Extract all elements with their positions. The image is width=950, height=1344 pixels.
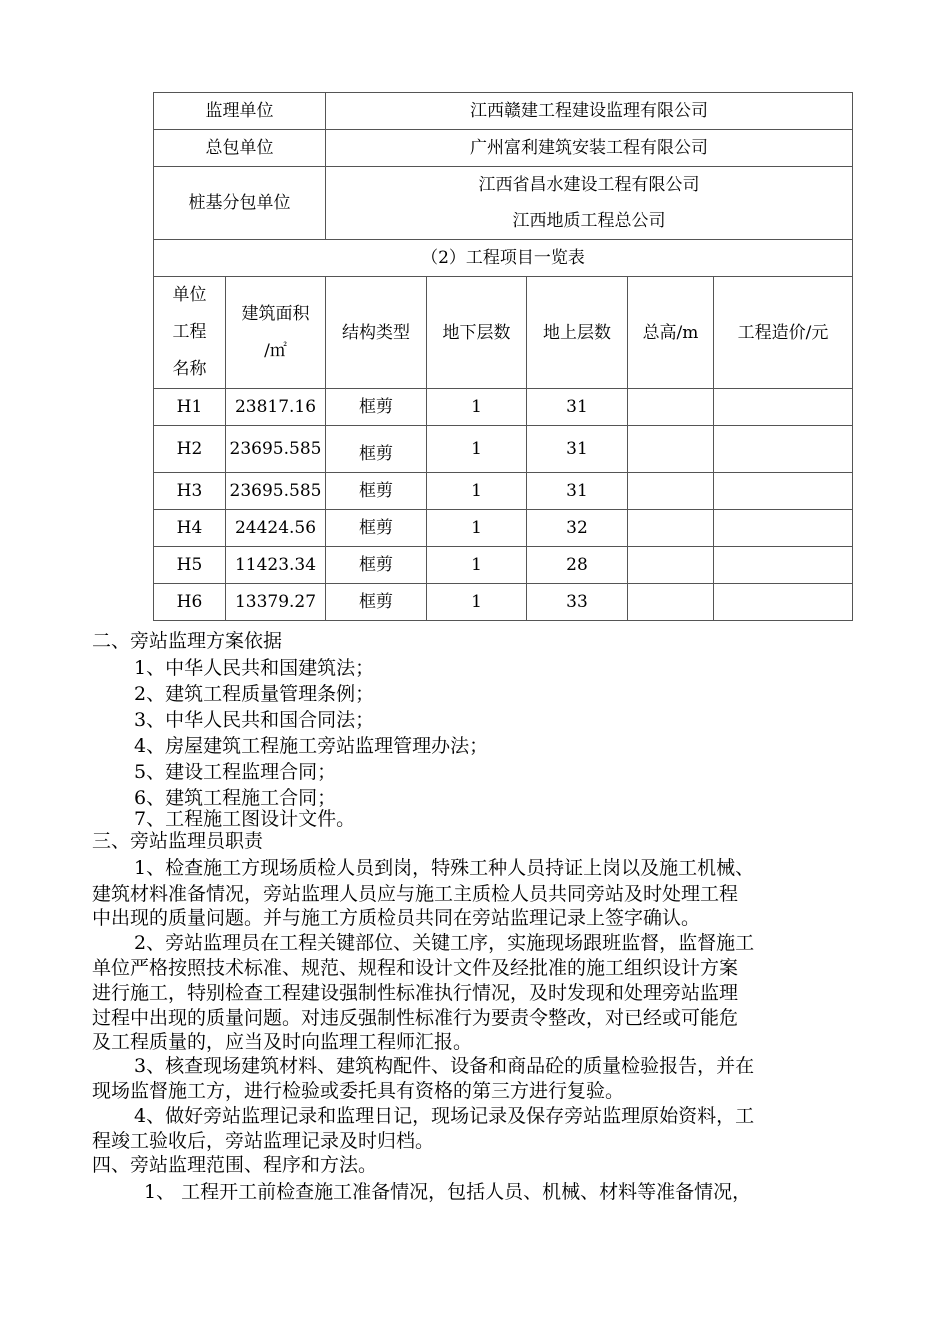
- document-body: [92, 0, 872, 1344]
- table-row: H5 11423.34 框剪 1 28: [154, 547, 853, 584]
- paragraph-line: 中出现的质量问题。并与施工方质检员共同在旁站监理记录上签字确认。: [92, 907, 701, 929]
- header-unit-name: 单位 工程 名称: [154, 277, 226, 389]
- header-area: 建筑面积 /㎡: [226, 277, 326, 389]
- project-table-title: （2）工程项目一览表: [154, 240, 853, 277]
- section3-heading: 三、旁站监理员职责: [92, 830, 264, 852]
- table-row: H3 23695.585 框剪 1 31: [154, 473, 853, 510]
- supervision-unit-label: 监理单位: [154, 93, 326, 130]
- pile-subcontractor-2: 江西地质工程总公司: [512, 211, 666, 231]
- table-row: H6 13379.27 框剪 1 33: [154, 584, 853, 621]
- paragraph-line: 3、核查现场建筑材料、建筑构配件、设备和商品砼的质量检验报告，并在: [134, 1055, 755, 1077]
- paragraph-line: 现场监督施工方，进行检验或委托具有资格的第三方进行复验。: [92, 1080, 625, 1102]
- header-height: 总高/m: [628, 277, 714, 389]
- section2-heading: 二、旁站监理方案依据: [92, 630, 283, 652]
- list-item: 5、建设工程监理合同；: [134, 761, 337, 783]
- pile-subcontractor-label: 桩基分包单位: [154, 167, 326, 240]
- general-contractor-label: 总包单位: [154, 130, 326, 167]
- supervision-unit-value: 江西赣建工程建设监理有限公司: [326, 93, 853, 130]
- paragraph-line: 1、 工程开工前检查施工准备情况，包括人员、机械、材料等准备情况，: [144, 1181, 752, 1203]
- table-row: H2 23695.585 框剪 1 31: [154, 426, 853, 473]
- paragraph-line: 进行施工，特别检查工程建设强制性标准执行情况，及时发现和处理旁站监理: [92, 982, 739, 1004]
- list-item: 4、房屋建筑工程施工旁站监理管理办法；: [134, 735, 489, 757]
- table-row: H4 24424.56 框剪 1 32: [154, 510, 853, 547]
- paragraph-line: 单位严格按照技术标准、规范、规程和设计文件及经批准的施工组织设计方案: [92, 957, 739, 979]
- list-item: 1、中华人民共和国建筑法；: [134, 657, 375, 679]
- list-item: 6、建筑工程施工合同；: [134, 787, 337, 809]
- list-item: 3、中华人民共和国合同法；: [134, 709, 375, 731]
- paragraph-line: 建筑材料准备情况，旁站监理人员应与施工主质检人员共同旁站及时处理工程: [92, 883, 739, 905]
- table-row: H1 23817.16 框剪 1 31: [154, 389, 853, 426]
- list-item: 2、建筑工程质量管理条例；: [134, 683, 375, 705]
- paragraph-line: 过程中出现的质量问题。对违反强制性标准行为要责令整改，对已经或可能危: [92, 1007, 739, 1029]
- general-contractor-value: 广州富利建筑安装工程有限公司: [326, 130, 853, 167]
- header-structure: 结构类型: [326, 277, 427, 389]
- header-underground: 地下层数: [427, 277, 527, 389]
- paragraph-line: 程竣工验收后，旁站监理记录及时归档。: [92, 1130, 435, 1152]
- header-cost: 工程造价/元: [714, 277, 853, 389]
- header-aboveground: 地上层数: [527, 277, 628, 389]
- paragraph-line: 1、检查施工方现场质检人员到岗，特殊工种人员持证上岗以及施工机械、: [134, 857, 755, 879]
- section4-heading: 四、旁站监理范围、程序和方法。: [92, 1154, 378, 1176]
- pile-subcontractor-1: 江西省昌水建设工程有限公司: [478, 175, 700, 195]
- paragraph-line: 2、旁站监理员在工程关键部位、关键工序，实施现场跟班监督，监督施工: [134, 932, 755, 954]
- paragraph-line: 4、做好旁站监理记录和监理日记，现场记录及保存旁站监理原始资料，工: [134, 1105, 755, 1127]
- paragraph-line: 及工程质量的，应当及时向监理工程师汇报。: [92, 1031, 473, 1053]
- list-item: 7、工程施工图设计文件。: [134, 808, 356, 830]
